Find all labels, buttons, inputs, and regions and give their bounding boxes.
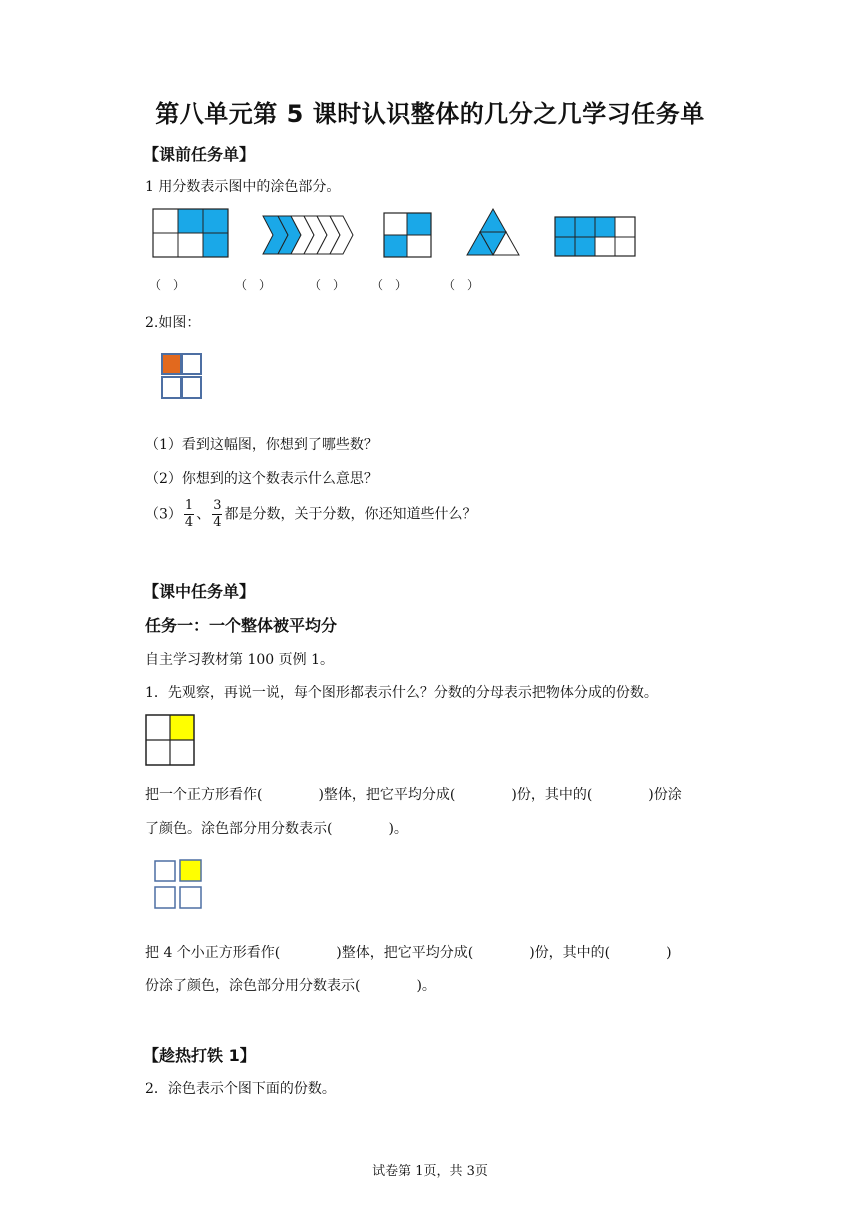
sub-3-suffix: 都是分数，关于分数，你还知道些什么？ — [224, 506, 477, 523]
fraction-numerator: 1 — [184, 498, 194, 513]
practice-question-2: 2．涂色表示个图下面的份数。 — [145, 1081, 336, 1097]
figure-four-squares-orange — [160, 352, 206, 402]
answer-blank-1[interactable]: （ ） — [149, 278, 186, 292]
page-title: 第八单元第 5 课时认识整体的几分之几学习任务单 — [155, 100, 705, 128]
sub-3-prefix: （3） — [145, 506, 182, 523]
task-1-heading: 任务一：一个整体被平均分 — [145, 616, 338, 635]
figure-rect-grid-2x4 — [554, 216, 638, 258]
fill-blank-1-line-1: 把一个正方形看作( )整体，把它平均分成( )份，其中的( )份涂 — [145, 787, 682, 803]
figure-square-yellow-quarter — [145, 714, 197, 768]
fill-blank-2-line-1: 把 4 个小正方形看作( )整体，把它平均分成( )份，其中的( ) — [145, 945, 672, 961]
answer-blank-5[interactable]: （ ） — [443, 278, 480, 292]
practice-heading: 【趁热打铁 1】 — [143, 1046, 256, 1065]
page-footer: 试卷第 1页，共 3页 — [372, 1164, 488, 1179]
fraction-separator: 、 — [196, 506, 211, 523]
in-task-question-1: 1．先观察，再说一说，每个图形都表示什么？分数的分母表示把物体分成的份数。 — [145, 685, 658, 701]
self-study-text: 自主学习教材第 100 页例 1。 — [145, 652, 334, 668]
question-2-sub-1: （1）看到这幅图，你想到了哪些数？ — [145, 437, 378, 453]
fill-blank-2-line-2: 份涂了颜色，涂色部分用分数表示( )。 — [145, 978, 436, 994]
answer-blank-2[interactable]: （ ） — [235, 278, 272, 292]
figure-triangle — [465, 207, 523, 257]
answer-blank-3[interactable]: （ ） — [309, 278, 346, 292]
fraction-numerator: 3 — [213, 498, 222, 513]
figure-chevrons — [262, 214, 358, 256]
question-2-sub-2: （2）你想到的这个数表示什么意思？ — [145, 471, 378, 487]
question-1-text: 1 用分数表示图中的涂色部分。 — [145, 179, 341, 195]
answer-blank-4[interactable]: （ ） — [371, 278, 408, 292]
fraction-denominator: 4 — [213, 515, 222, 530]
fill-blank-1-line-2: 了颜色。涂色部分用分数表示( )。 — [145, 821, 408, 837]
figure-square-grid-2x2 — [383, 212, 433, 258]
fraction-three-quarters — [212, 498, 222, 531]
figure-four-small-squares — [153, 858, 205, 912]
question-2-text: 2.如图： — [145, 315, 201, 331]
question-2-sub-3 — [145, 498, 476, 531]
figure-rect-grid-2x3 — [152, 208, 230, 258]
pre-task-heading: 【课前任务单】 — [143, 145, 256, 164]
fraction-one-quarter — [184, 498, 194, 531]
fraction-denominator: 4 — [184, 515, 194, 530]
in-task-heading: 【课中任务单】 — [143, 582, 256, 601]
